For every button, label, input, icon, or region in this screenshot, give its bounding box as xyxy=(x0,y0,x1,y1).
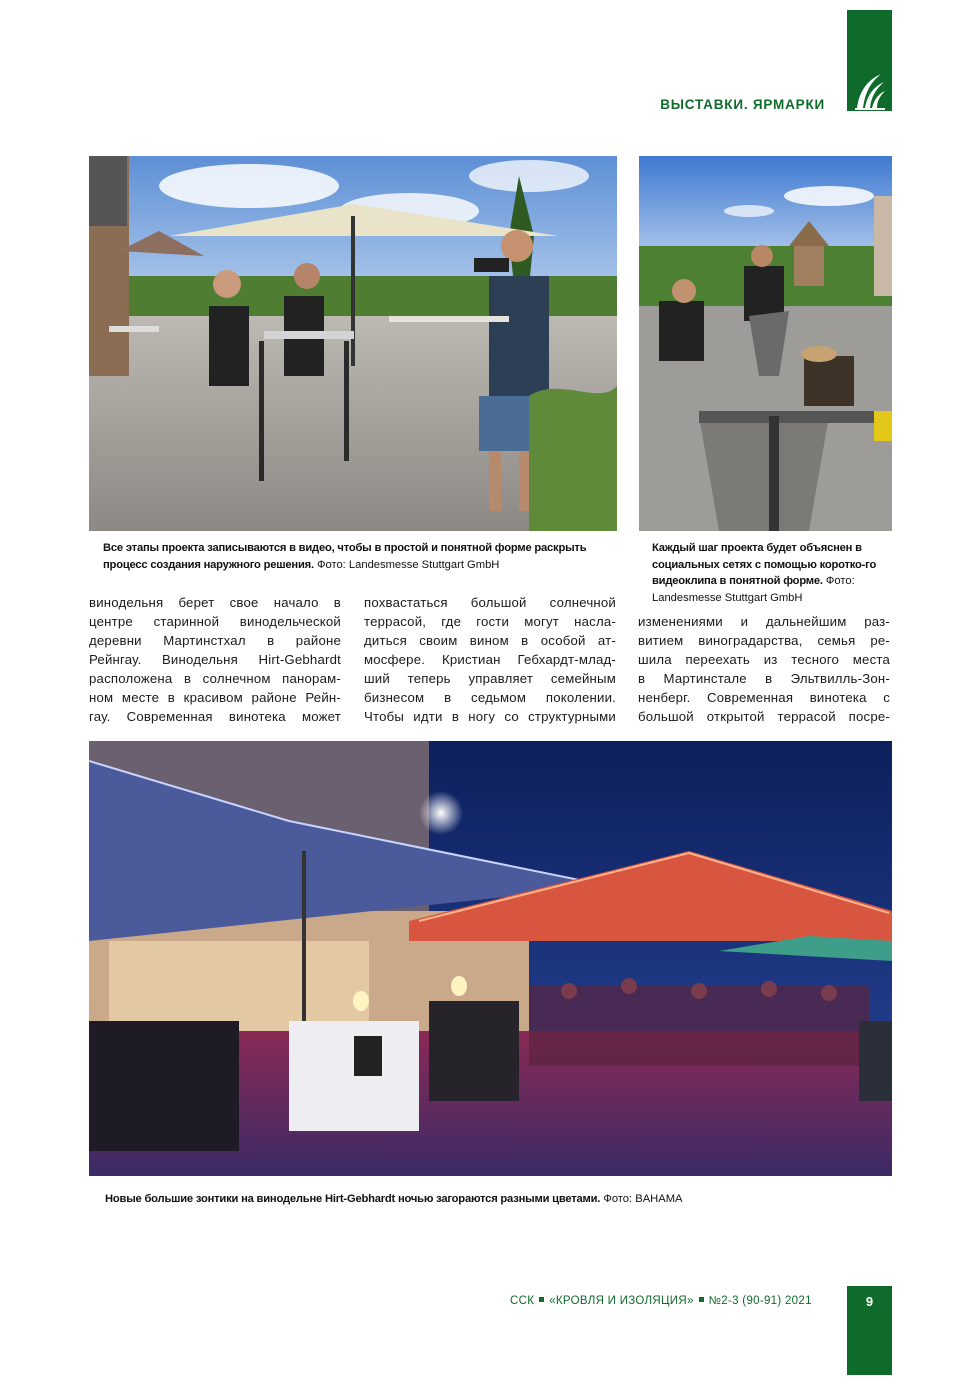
section-title: ВЫСТАВКИ. ЯРМАРКИ xyxy=(660,97,825,112)
caption-photo3-text: Новые большие зонтики на винодельне Hirt-Gebhardt ночью загораются разными цветами. xyxy=(105,1193,601,1205)
caption-photo3 xyxy=(105,1191,885,1208)
footer-square-icon xyxy=(539,1297,544,1302)
page-number: 9 xyxy=(865,1294,874,1309)
caption-photo2-credit: Фото: Landesmesse Stuttgart GmbH xyxy=(652,575,855,604)
body-col1-line-1: винодельня берет свое начало в xyxy=(89,595,341,610)
footer-journal xyxy=(510,1295,812,1307)
body-col1-line-4: Рейнгау. Винодельня Hirt-Gebhardt xyxy=(89,652,341,667)
body-col3-line-5: ненберг. Современная винотека с xyxy=(638,690,890,705)
footer-part-1: ССК xyxy=(510,1295,535,1307)
body-col2-line-5: ший теперь управляет семейным xyxy=(364,671,616,686)
body-col3-line-4: в Мартинстале в Эльтвилль-Зон- xyxy=(638,671,890,686)
body-col2-line-1: похвастаться большой солнечной xyxy=(364,595,616,610)
footer-part-2: «КРОВЛЯ И ИЗОЛЯЦИЯ» xyxy=(549,1295,694,1307)
page-number-box xyxy=(847,1286,892,1375)
body-col1-line-7: гау. Современная винотека может xyxy=(89,709,341,724)
body-column-2 xyxy=(364,593,616,726)
caption-photo2 xyxy=(652,540,884,606)
caption-photo2-text: Каждый шаг проекта будет объяснен в социальных сетях с помощью коротко-го видеоклипа в понятной форме. xyxy=(652,542,877,587)
body-col3-line-2: витием виноградарства, семья ре- xyxy=(638,633,890,648)
body-col3-line-3: шила переехать из тесного места xyxy=(638,652,890,667)
photo-night-umbrellas xyxy=(89,741,892,1176)
body-column-1 xyxy=(89,593,341,726)
body-col2-line-6: бизнесом в седьмом поколении. xyxy=(364,690,616,705)
caption-photo1 xyxy=(103,540,623,573)
body-col1-line-3: деревни Мартинстхал в районе xyxy=(89,633,341,648)
body-col2-line-2: террасой, где гости могут насла- xyxy=(364,614,616,629)
caption-photo1-text: Все этапы проекта записываются в видео, чтобы в простой и понятной форме раскрыть процесс создания наружного решения. xyxy=(103,542,587,571)
body-col3-line-6: большой открытой террасой посре- xyxy=(638,709,890,724)
photo-construction xyxy=(639,156,892,531)
body-col2-line-7: Чтобы идти в ногу со структурными xyxy=(364,709,616,724)
leaf-logo-icon xyxy=(851,70,887,112)
body-col1-line-5: расположена в солнечном панорам- xyxy=(89,671,341,686)
body-col2-line-3: диться своим вином в особой ат- xyxy=(364,633,616,648)
header-logo-box xyxy=(847,10,892,111)
footer-square-icon xyxy=(699,1297,704,1302)
caption-photo1-credit: Фото: Landesmesse Stuttgart GmbH xyxy=(316,558,500,571)
photo-terrace-filming xyxy=(89,156,617,531)
body-column-3 xyxy=(638,612,890,726)
body-col3-line-1: изменениями и дальнейшим раз- xyxy=(638,614,890,629)
body-col1-line-2: центре старинной винодельческой xyxy=(89,614,341,629)
body-col1-line-6: ном месте в красивом районе Рейн- xyxy=(89,690,341,705)
body-col2-line-4: мосфере. Кристиан Гебхардт-млад- xyxy=(364,652,616,667)
footer-part-3: №2-3 (90-91) 2021 xyxy=(708,1295,812,1307)
caption-photo3-credit: Фото: BAHAMA xyxy=(603,1193,683,1205)
